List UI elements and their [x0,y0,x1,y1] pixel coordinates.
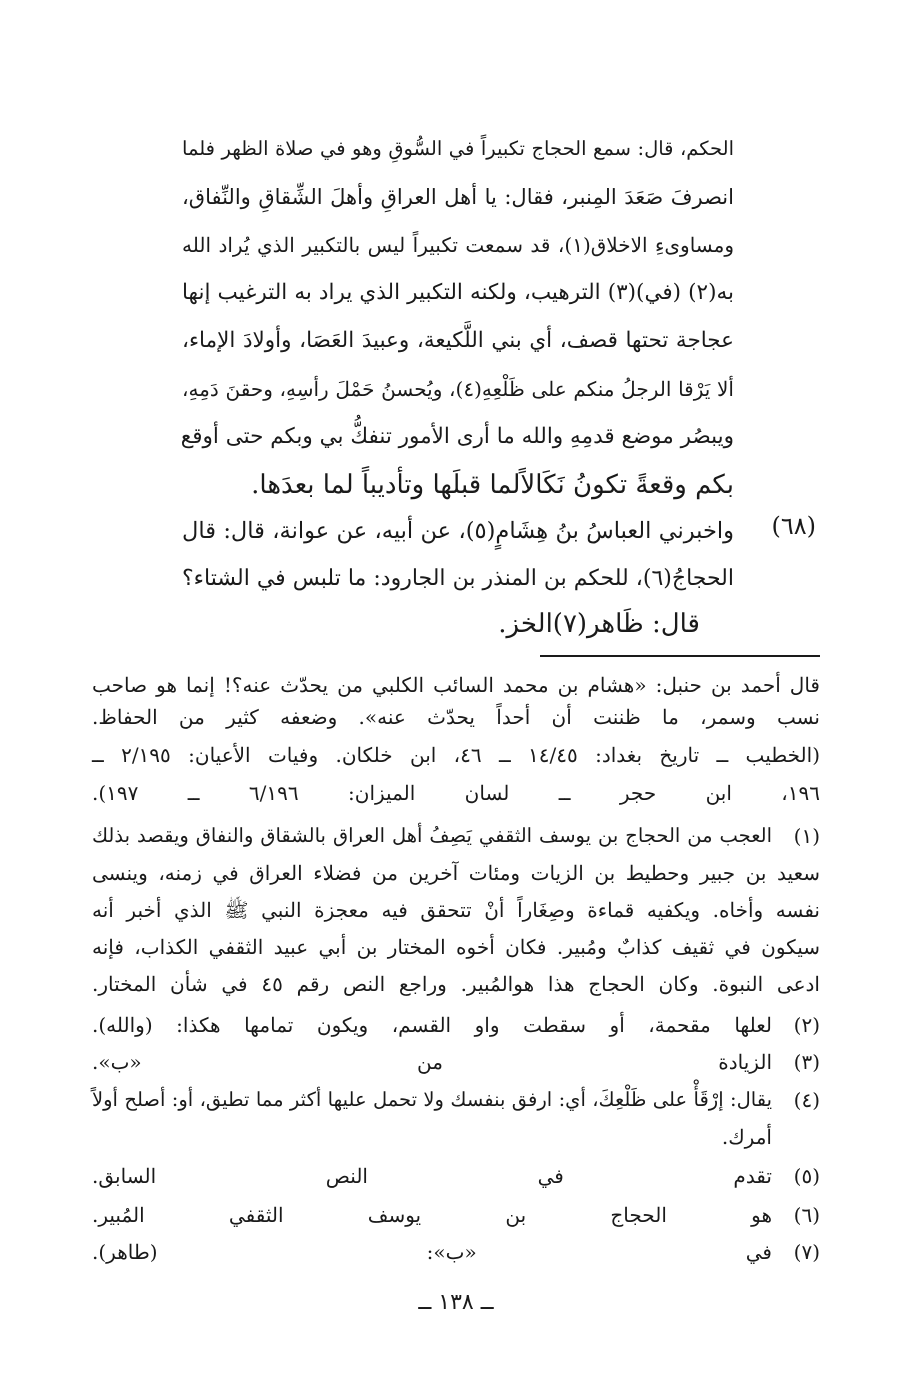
footnote-line: نسب وسمر، ما ظننت أن أحداً يحدّث عنه». وضعفه كثير من الحفاظ. [92,705,820,729]
footnote-line: سيكون في ثقيف كذابٌ ومُبير. فكان أخوه المختار بن أبي عبيد الثقفي الكذاب، فإنه [92,935,820,959]
footnote-line: قال أحمد بن حنبل: «هشام بن محمد السائب الكلبي من يحدّث عنه؟! إنما هو صاحب [92,673,820,697]
footnote-line: الزيادة من «ب». [92,1050,772,1074]
text-line: عجاجة تحتها قصف، أي بني اللَّكيعة، وعبيدَ العَصَا، وأولادَ الإماء، [182,328,734,353]
footnote-line: لعلها مقحمة، أو سقطت واو القسم، ويكون تمامها هكذا: (والله). [92,1013,772,1037]
footnote-line: العجب من الحجاج بن يوسف الثقفي يَصِفُ أهل العراق بالشقاق والنفاق ويقصد بذلك [92,824,772,847]
text-line: انصرفَ صَعَدَ المِنبر، فقال: يا أهل العراقِ وأهلَ الشِّقاقِ والنِّفاق، [182,185,734,209]
text-line: ألا يَرْقا الرجلُ منكم على ظَلْعِهِ(٤)، ويُحسنُ حَمْلَ رأسِهِ، وحقنَ دَمِهِ، [182,377,734,401]
footnote-line: سعيد بن جبير وحطيط بن الزيات ومئات آخرين من فضلاء العراق في زمنه، وينسى [92,861,820,885]
footnote-number: (٢) [793,1013,820,1037]
text-line: به(٢) (في)(٣) الترهيب، ولكنه التكبير الذي يراد به الترغيب إنها [182,280,734,305]
footnote-line: يقال: إرْقَأْ على ظَلْعِكَ، أي: ارفق بنفسك ولا تحمل عليها أكثر مما تطيق، أو: أصلح أولاً [92,1088,772,1111]
footnote-number: (٥) [793,1164,820,1188]
text-line: الحجاجُ(٦)، للحكم بن المنذر بن الجارود: ما تلبس في الشتاء؟ [182,566,734,591]
footnote-line: ١٩٦، ابن حجر ــ لسان الميزان: ٦/١٩٦ ــ ١٩٧). [92,781,820,805]
footnote-line: (الخطيب ــ تاريخ بغداد: ١٤/٤٥ ــ ٤٦، ابن خلكان. وفيات الأعيان: ٢/١٩٥ ــ [92,743,821,767]
footnote-number: (٤) [793,1088,820,1112]
text-line: ومساوىءِ الاخلاق(١)، قد سمعت تكبيراً ليس بالتكبير الذي يُراد الله [182,233,735,257]
text-line: واخبرني العباسُ بنُ هِشَامٍ(٥)، عن أبيه، عن عوانة، قال: قال [182,518,734,544]
footnote-line: في «ب»: (طاهر). [92,1240,772,1264]
footnote-number: (٣) [793,1050,820,1074]
text-line: قال: ظَاهر(٧)الخز. [498,609,700,639]
entry-number: (٦٨) [771,512,816,540]
text-line: ويبصُر موضع قدمِهِ والله ما أرى الأمور تنفكُّ بي وبكم حتى أوقع [180,424,734,449]
footnote-number: (١) [793,824,820,848]
footnote-line: تقدم في النص السابق. [92,1164,772,1188]
footnote-line: أمرك. [721,1125,772,1149]
footnote-number: (٧) [793,1240,820,1264]
page-number: ــ ١٣٨ ــ [418,1290,494,1315]
footnote-line: هو الحجاج بن يوسف الثقفي المُبير. [92,1203,772,1227]
text-line: بكم وقعةً تكونُ نَكَالاًلما قبلَها وتأديباً لما بعدَها. [251,470,734,500]
footnote-number: (٦) [793,1203,820,1227]
text-line: الحكم، قال: سمع الحجاج تكبيراً في السُّوقِ وهو في صلاة الظهر فلما [182,137,734,160]
footnote-line: ادعى النبوة. وكان الحجاج هذا هوالمُبير. وراجع النص رقم ٤٥ في شأن المختار. [92,972,820,996]
footnote-separator [540,655,820,657]
footnote-line: نفسه وأخاه. ويكفيه قماءة وصِغَاراً أنْ تتحقق فيه معجزة النبي ﷺ الذي أخبر أنه [92,898,820,922]
